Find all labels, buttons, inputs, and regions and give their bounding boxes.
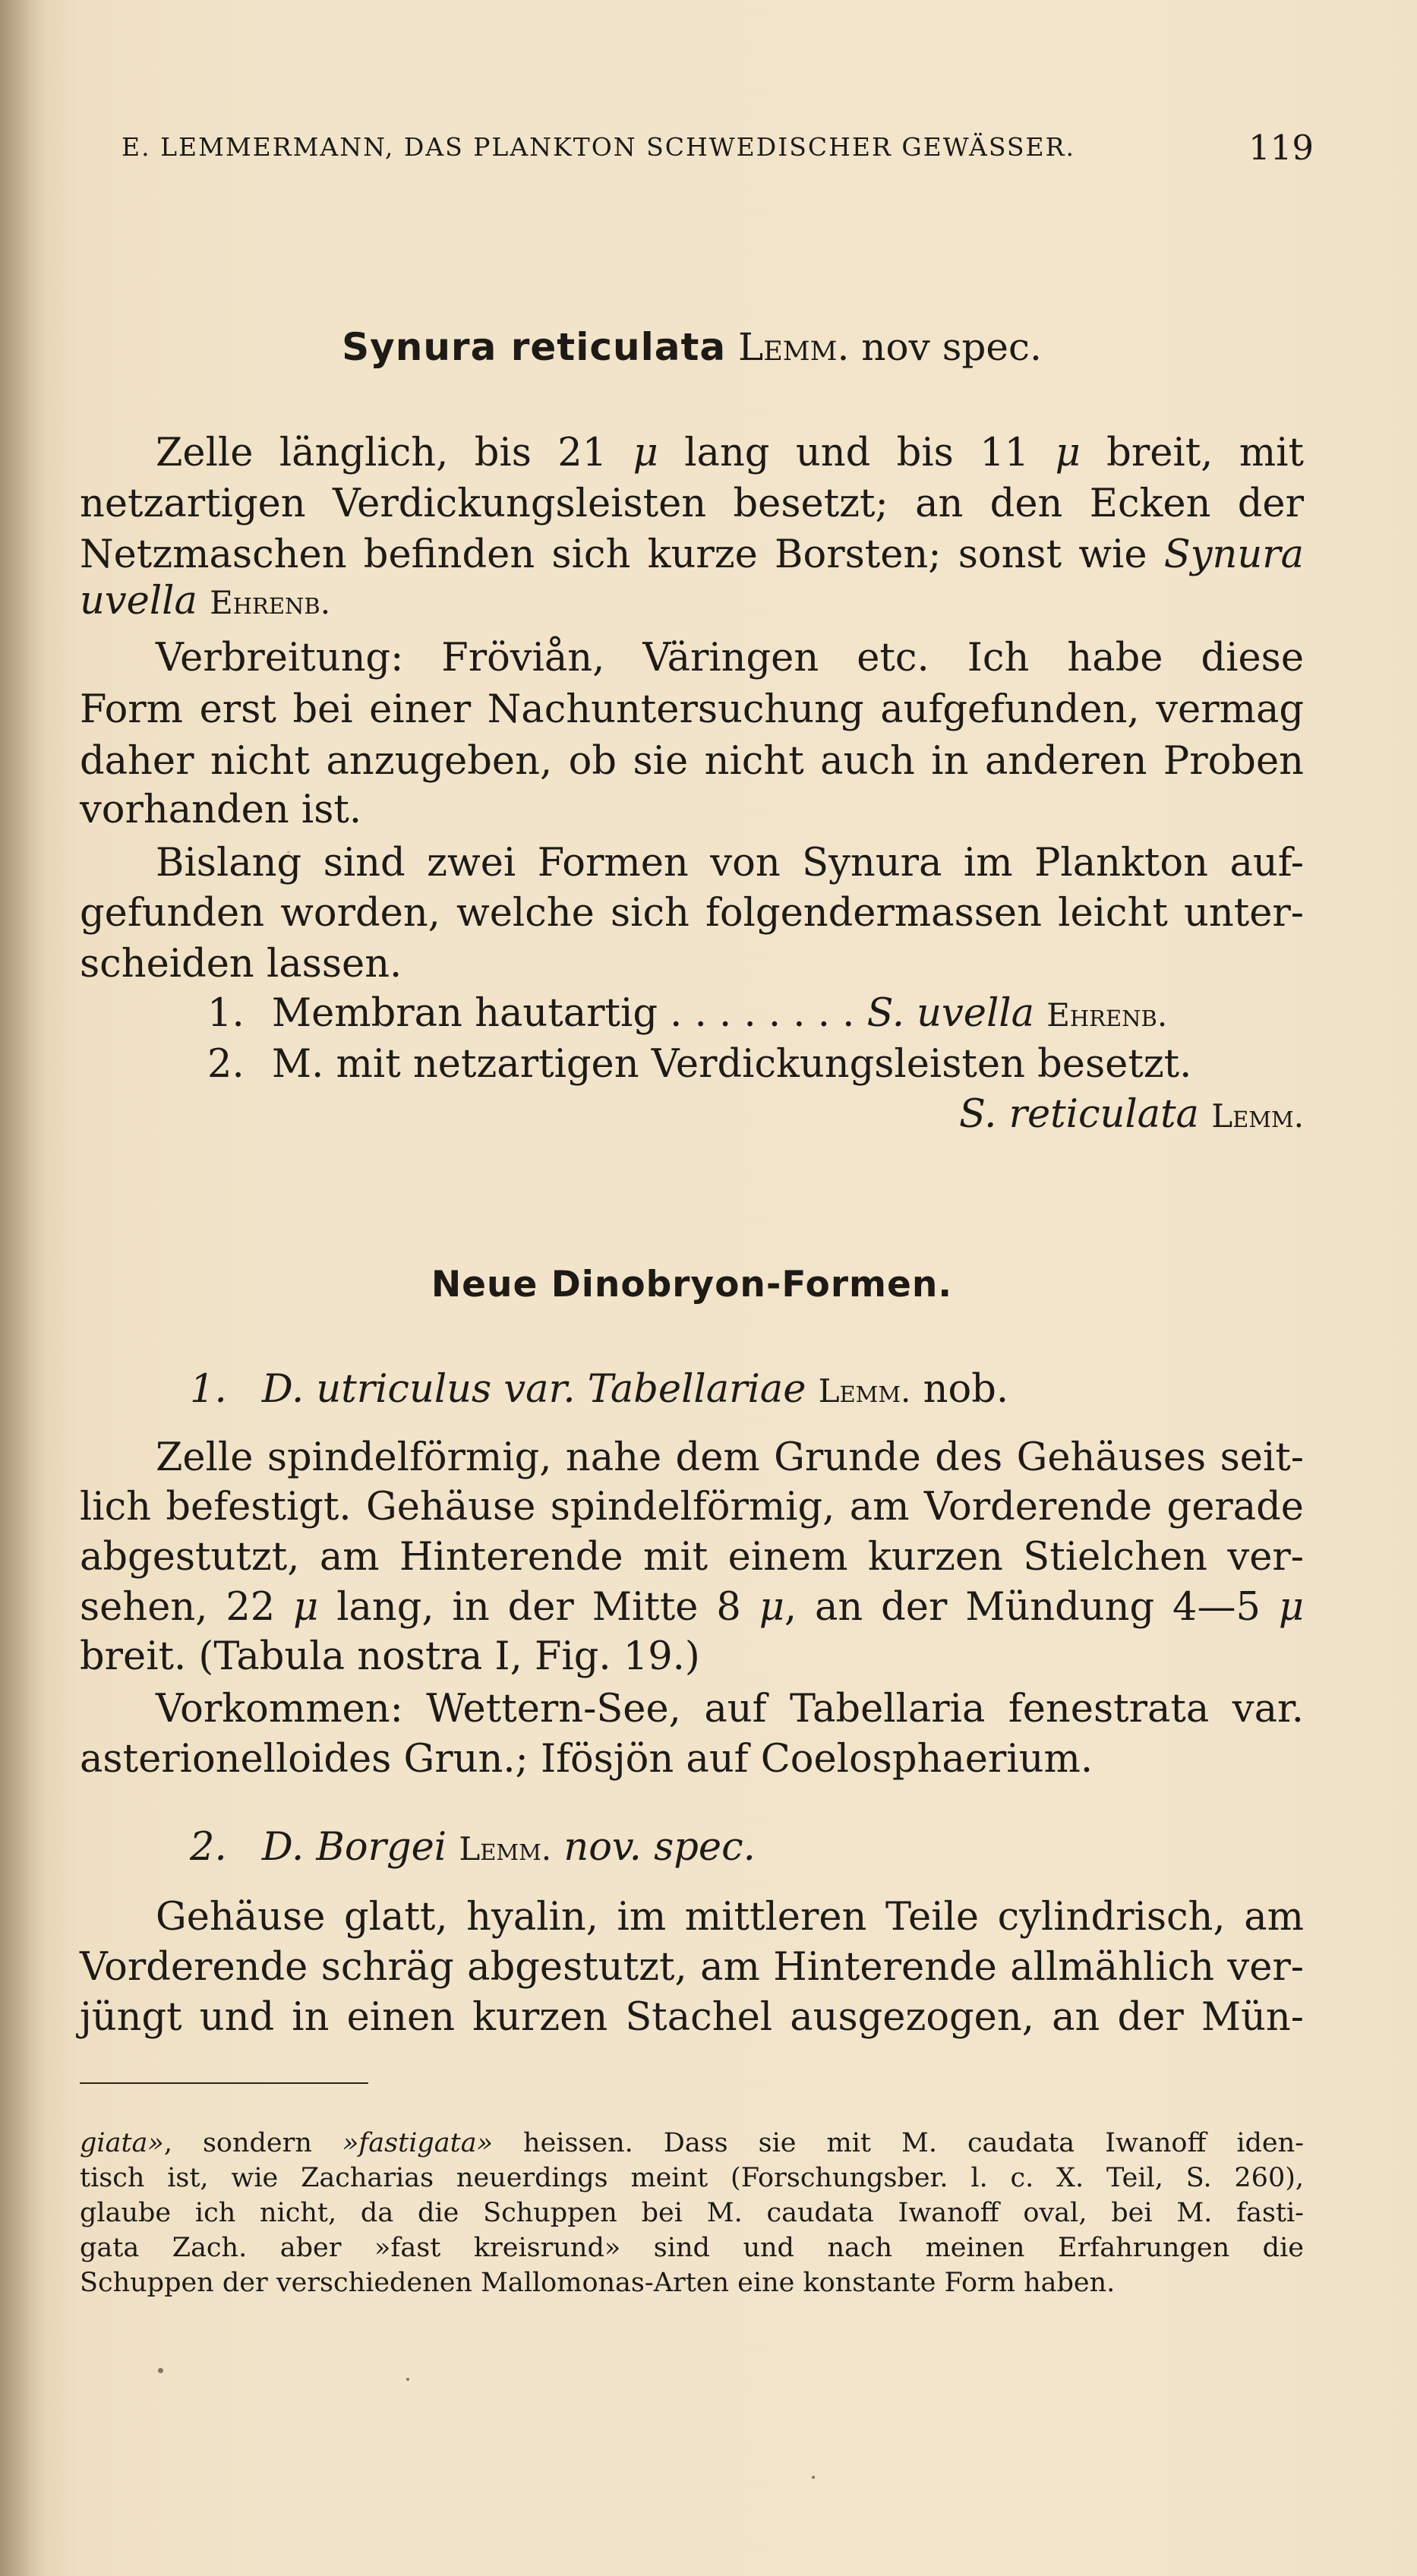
key-number: 1. — [207, 991, 245, 1036]
subspecies-heading-1 — [190, 1367, 1304, 1413]
text-line: Gehäuse glatt, hyalin, im mittleren Teile cylindrisch, am — [156, 1895, 1304, 1940]
text-line: vorhanden ist. — [80, 788, 362, 832]
taxon-status: nov. spec. — [563, 1825, 756, 1870]
species-status: nov spec. — [861, 325, 1042, 369]
section-heading-dinobryon — [80, 1264, 1304, 1314]
key-text: M. mit netzartigen Verdickungsleisten besetzt. — [271, 1042, 1192, 1087]
text-line: sehen, 22 μ lang, in der Mitte 8 μ, an der Mündung 4—5 μ — [80, 1585, 1304, 1630]
page-header — [122, 128, 1314, 173]
footnote-line: glaube ich nicht, da die Schuppen bei M. caudata Iwanoff oval, bei M. fasti- — [80, 2198, 1304, 2228]
text-line: Zelle spindelförmig, nahe dem Grunde des Gehäuses seit- — [156, 1435, 1304, 1480]
text-line: abgestutzt, am Hinterende mit einem kurzen Stielchen ver- — [80, 1535, 1304, 1580]
taxon-author: Lemm. — [459, 1830, 552, 1867]
text-line: scheiden lassen. — [80, 942, 402, 987]
key-text: Membran hautartig . . . . . . . . — [271, 991, 855, 1036]
text-line: jüngt und in einen kurzen Stachel ausgezogen, an der Mün- — [80, 1995, 1304, 2040]
text-line: Vorkommen: Wettern-See, auf Tabellaria fenestrata var. — [156, 1687, 1304, 1732]
text-line: lich befestigt. Gehäuse spindelförmig, am Vorderende gerade — [80, 1485, 1304, 1530]
footnote-line: giata», sondern »fastigata» heissen. Dass sie mit M. caudata Iwanoff iden- — [80, 2128, 1304, 2158]
taxon-status: nob. — [923, 1367, 1009, 1412]
text-line: asterionelloides Grun.; Ifösjön auf Coelosphaerium. — [80, 1737, 1094, 1782]
species-heading-synura — [80, 325, 1304, 378]
paper-speck — [287, 851, 290, 854]
text-line: Netzmaschen befinden sich kurze Borsten; sonst wie Synura — [80, 532, 1304, 577]
key-species: S. uvella — [866, 991, 1034, 1036]
text-line: netzartigen Verdickungsleisten besetzt; an den Ecken der — [80, 481, 1304, 526]
key-species: S. reticulata — [959, 1092, 1199, 1137]
section-title: Neue Dinobryon-Formen. — [431, 1264, 953, 1305]
taxon-name: D. utriculus var. Tabellariae — [261, 1367, 806, 1412]
key-entry-2 — [207, 1042, 1304, 1088]
page-number: 119 — [1248, 128, 1314, 168]
paper-speck — [406, 2378, 409, 2381]
key-number: 2. — [207, 1042, 245, 1087]
footnote-line: gata Zach. aber »fast kreisrund» sind und nach meinen Erfahrungen die — [80, 2233, 1304, 2263]
taxon-name: D. Borgei — [261, 1825, 447, 1870]
taxon-author: Lemm. — [818, 1372, 911, 1410]
entry-number: 1. — [190, 1367, 227, 1412]
paper-speck — [158, 2368, 163, 2373]
text-line: breit. (Tabula nostra I, Fig. 19.) — [80, 1634, 700, 1679]
species-name: Synura reticulata — [342, 325, 727, 369]
key-entry-2-result — [80, 1092, 1304, 1138]
paper-speck — [812, 2476, 815, 2479]
text-line: Bislang sind zwei Formen von Synura im Plankton auf- — [156, 841, 1304, 886]
text-line: Form erst bei einer Nachuntersuchung aufgefunden, vermag — [80, 687, 1304, 732]
running-head: E. LEMMERMANN, DAS PLANKTON SCHWEDISCHER GEWÄSSER. — [122, 132, 1075, 162]
entry-number: 2. — [190, 1825, 227, 1870]
text-line: Zelle länglich, bis 21 μ lang und bis 11 μ breit, mit — [156, 431, 1304, 475]
text-line: gefunden worden, welche sich folgendermassen leicht unter- — [80, 891, 1304, 936]
footnote-line: Schuppen der verschiedenen Mallomonas-Arten eine konstante Form haben. — [80, 2268, 1116, 2298]
footnote-line: tisch ist, wie Zacharias neuerdings meint (Forschungsber. l. c. X. Teil, S. 260), — [80, 2163, 1304, 2193]
text-line: uvella Ehrenb. — [80, 579, 331, 623]
text-line: daher nicht anzugeben, ob sie nicht auch in anderen Proben — [80, 739, 1304, 784]
subspecies-heading-2 — [190, 1825, 1304, 1870]
footnote-rule — [80, 2082, 368, 2084]
key-author: Lemm. — [1211, 1097, 1304, 1135]
gutter-shadow — [0, 0, 46, 2576]
key-author: Ehrenb. — [1046, 996, 1168, 1034]
key-entry-1 — [207, 991, 1304, 1037]
text-line: Verbreitung: Fröviån, Väringen etc. Ich habe diese — [156, 636, 1304, 680]
text-line: Vorderende schräg abgestutzt, am Hinterende allmählich ver- — [80, 1945, 1304, 1990]
species-author: Lemm. — [738, 325, 850, 369]
